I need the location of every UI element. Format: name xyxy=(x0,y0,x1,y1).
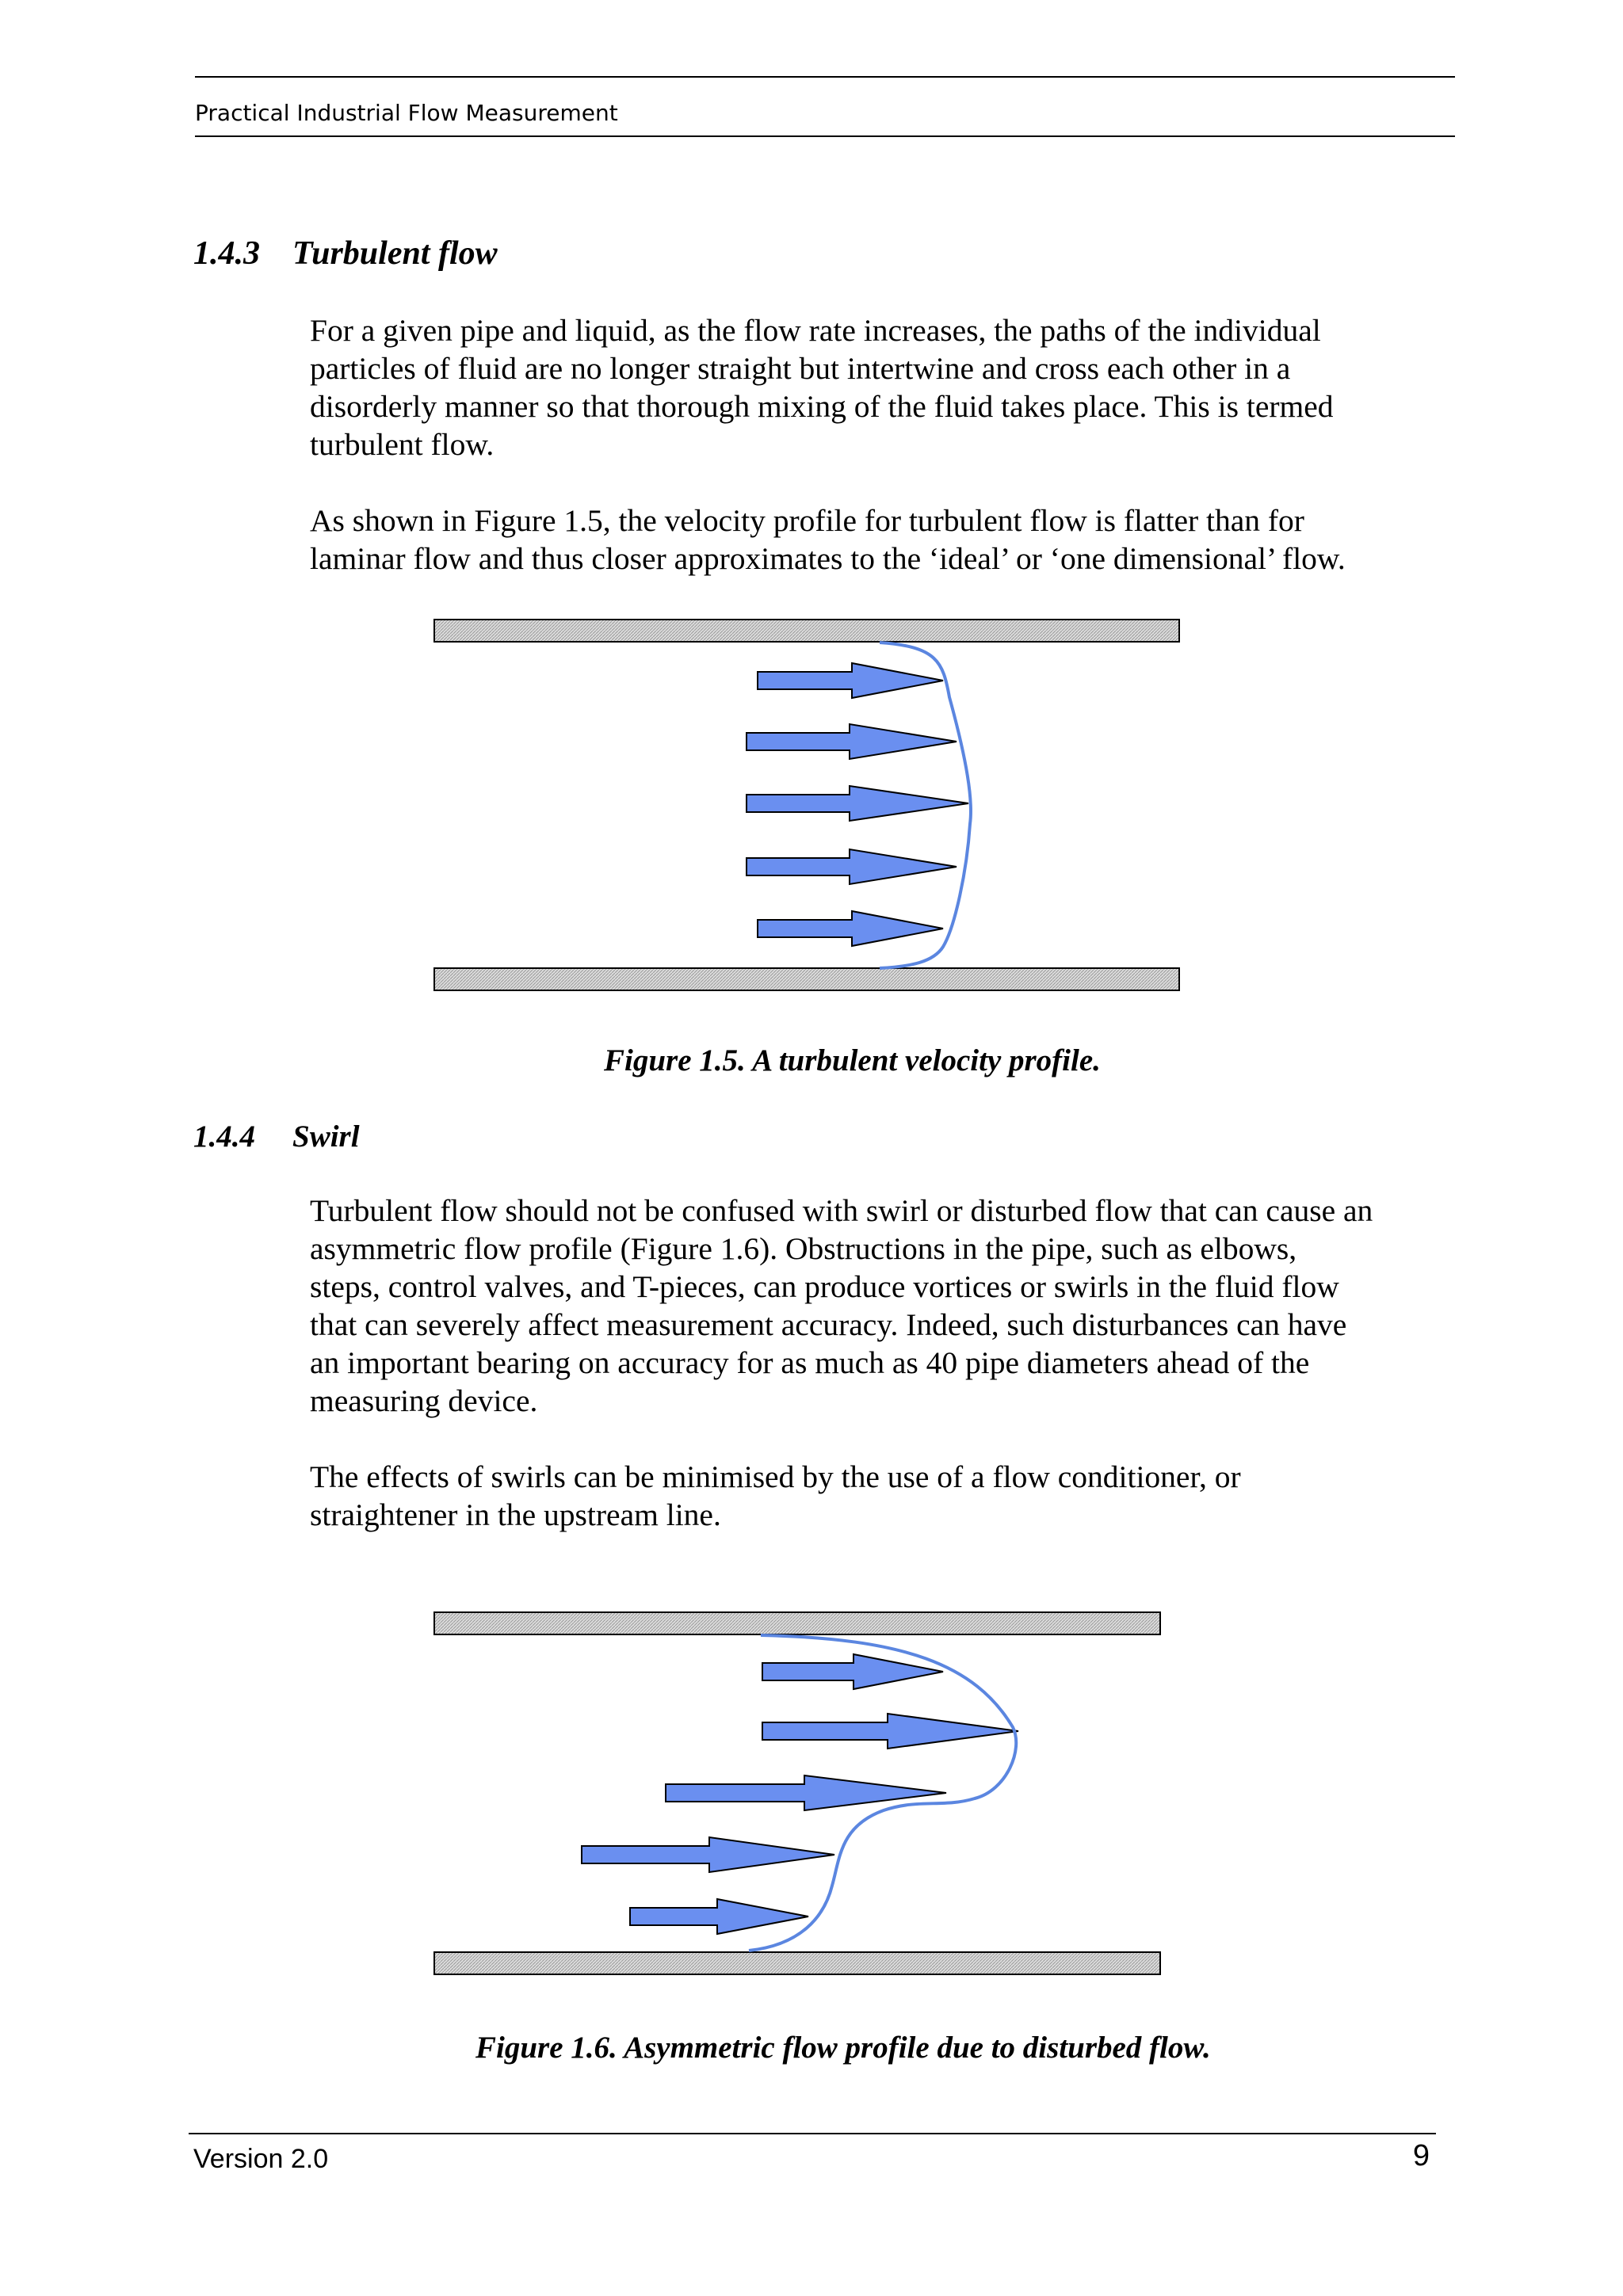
text-line: As shown in Figure 1.5, the velocity profile for turbulent flow is flatter than for xyxy=(310,503,1304,538)
figure-asymmetric-profile xyxy=(434,1612,1160,1974)
text-line: that can severely affect measurement accuracy. Indeed, such disturbances can have xyxy=(310,1307,1347,1342)
section-title: Swirl xyxy=(292,1119,360,1154)
flow-arrow xyxy=(758,663,943,698)
running-header: Practical Industrial Flow Measurement xyxy=(195,100,618,126)
footer-rule xyxy=(189,2133,1436,2134)
flow-arrow xyxy=(762,1654,943,1689)
text-line: The effects of swirls can be minimised by the use of a flow conditioner, or xyxy=(310,1459,1241,1494)
pipe-wall-bottom xyxy=(434,1952,1160,1974)
text-line: measuring device. xyxy=(310,1383,538,1418)
paragraph xyxy=(310,1458,1467,1534)
version-label: Version 2.0 xyxy=(193,2144,329,2174)
flow-arrow xyxy=(630,1899,808,1934)
text-line: straightener in the upstream line. xyxy=(310,1497,721,1532)
section-heading-swirl xyxy=(193,1119,360,1154)
figure-caption: Figure 1.5. A turbulent velocity profile. xyxy=(604,1043,1101,1077)
text-line: an important bearing on accuracy for as much as 40 pipe diameters ahead of the xyxy=(310,1345,1310,1380)
text-line: For a given pipe and liquid, as the flow rate increases, the paths of the individual xyxy=(310,313,1321,348)
paragraph xyxy=(310,1192,1467,1420)
text-line: turbulent flow. xyxy=(310,427,495,462)
flow-arrow xyxy=(747,724,957,759)
flow-arrow xyxy=(758,911,943,946)
page-number: 9 xyxy=(1412,2139,1430,2172)
text-line: steps, control valves, and T-pieces, can produce vortices or swirls in the fluid flow xyxy=(310,1269,1339,1304)
flow-arrow xyxy=(747,786,968,821)
text-line: asymmetric flow profile (Figure 1.6). Obstructions in the pipe, such as elbows, xyxy=(310,1231,1297,1266)
figure-caption: Figure 1.6. Asymmetric flow profile due to disturbed flow. xyxy=(475,2031,1211,2065)
flow-arrow xyxy=(582,1837,834,1872)
text-line: disorderly manner so that thorough mixing of the fluid takes place. This is termed xyxy=(310,389,1334,424)
text-line: particles of fluid are no longer straight but intertwine and cross each other in a xyxy=(310,351,1291,386)
flow-arrow xyxy=(747,849,957,884)
pipe-wall-top xyxy=(434,620,1179,642)
pipe-wall-top xyxy=(434,1612,1160,1634)
figure-turbulent-profile xyxy=(434,620,1179,990)
pipe-wall-bottom xyxy=(434,968,1179,990)
section-number: 1.4.3 xyxy=(193,235,260,272)
flow-arrow xyxy=(762,1714,1018,1749)
text-line: Turbulent flow should not be confused with swirl or disturbed flow that can cause an xyxy=(310,1193,1373,1228)
section-title: Turbulent flow xyxy=(292,235,498,272)
section-number: 1.4.4 xyxy=(193,1119,255,1154)
text-line: laminar flow and thus closer approximates to the ‘ideal’ or ‘one dimensional’ flow. xyxy=(310,541,1346,576)
